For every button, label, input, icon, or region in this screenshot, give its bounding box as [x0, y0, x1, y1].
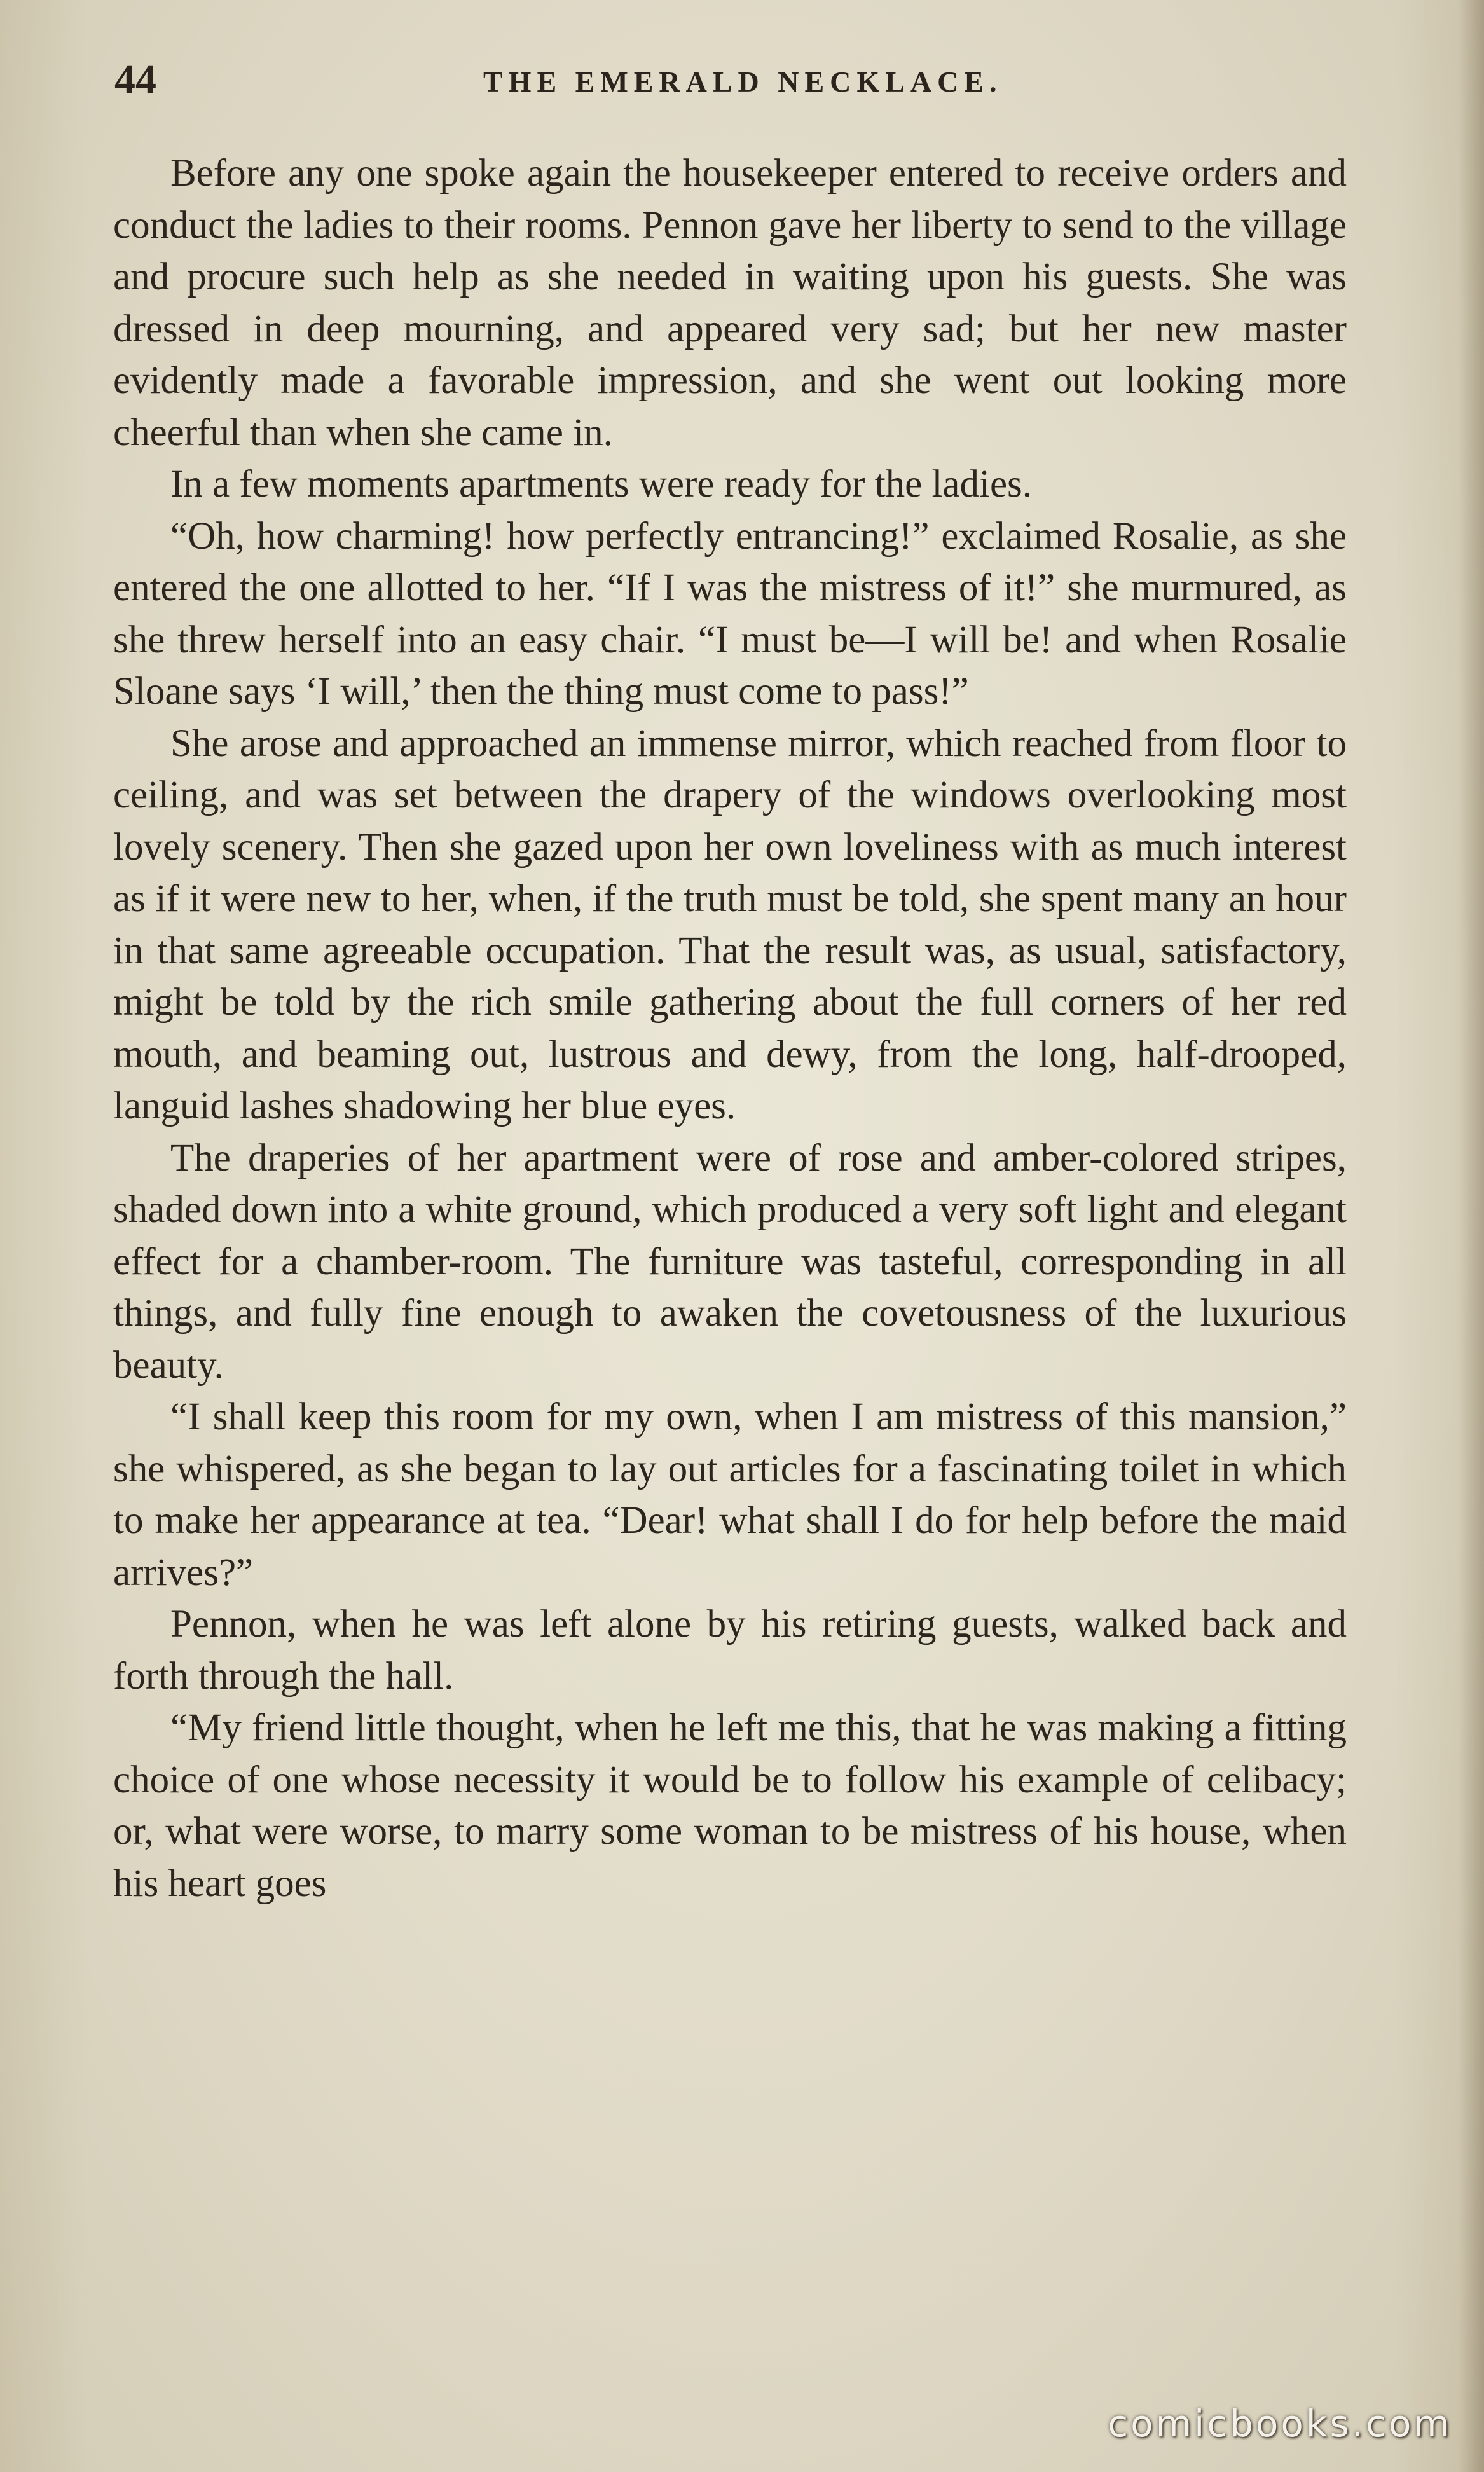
paragraph: The draperies of her apartment were of rose and amber-colored stripes, shaded down into a white ground, which produced a very soft light and elegant effect for a chamber-room. The furniture was tasteful, corresponding in all things, and fully fine enough to awaken the covetousness of the luxurious beauty. — [113, 1136, 1347, 1387]
paragraph: “My friend little thought, when he left me this, that he was making a fitting choice of one whose necessity it would be to follow his example of celibacy; or, what were worse, to marry some woman to be mistress of his house, when his heart goes — [113, 1706, 1347, 1905]
paragraph: Pennon, when he was left alone by his retiring guests, walked back and forth through the hall. — [113, 1603, 1347, 1698]
page-header — [114, 55, 1354, 106]
body-text — [113, 148, 1347, 1909]
watermark: comicbooks.com — [1108, 2402, 1452, 2445]
page-number: 44 — [114, 57, 156, 103]
paragraph: “Oh, how charming! how perfectly entrancing!” exclaimed Rosalie, as she entered the one allotted to her. “If I was the mistress of it!” she murmured, as she threw herself into an easy chair. “I must be—I will be! and when Rosalie Sloane says ‘I will,’ then the thing must come to pass!” — [113, 514, 1347, 713]
page-edge-shadow — [1459, 0, 1484, 2472]
paragraph: “I shall keep this room for my own, when I am mistress of this mansion,” she whispered, as she began to lay out articles for a fascinating toilet in which to make her appearance at tea. “Dear! what shall I do for help before the maid arrives?” — [113, 1396, 1347, 1594]
paragraph: Before any one spoke again the housekeeper entered to receive orders and conduct the ladies to their rooms. Pennon gave her liberty to send to the village and procure such help as she needed in waiting upon his guests. She was dressed in deep mourning, and appeared very sad; but her new master evidently made a favorable impression, and she went out looking more cheerful than when she came in. — [113, 152, 1347, 454]
running-head: THE EMERALD NECKLACE. — [483, 65, 1003, 98]
paragraph: In a few moments apartments were ready for the ladies. — [170, 463, 1033, 505]
paragraph: She arose and approached an immense mirror, which reached from floor to ceiling, and was set between the drapery of the windows overlooking most lovely scenery. Then she gazed upon her own loveliness with as much interest as if it were new to her, when, if the truth must be told, she spent many an hour in that same agreeable occupation. That the result was, as usual, satisfactory, might be told by the rich smile gathering about the full corners of her red mouth, and beaming out, lustrous and dewy, from the long, half-drooped, languid lashes shadowing her blue eyes. — [113, 722, 1347, 1127]
